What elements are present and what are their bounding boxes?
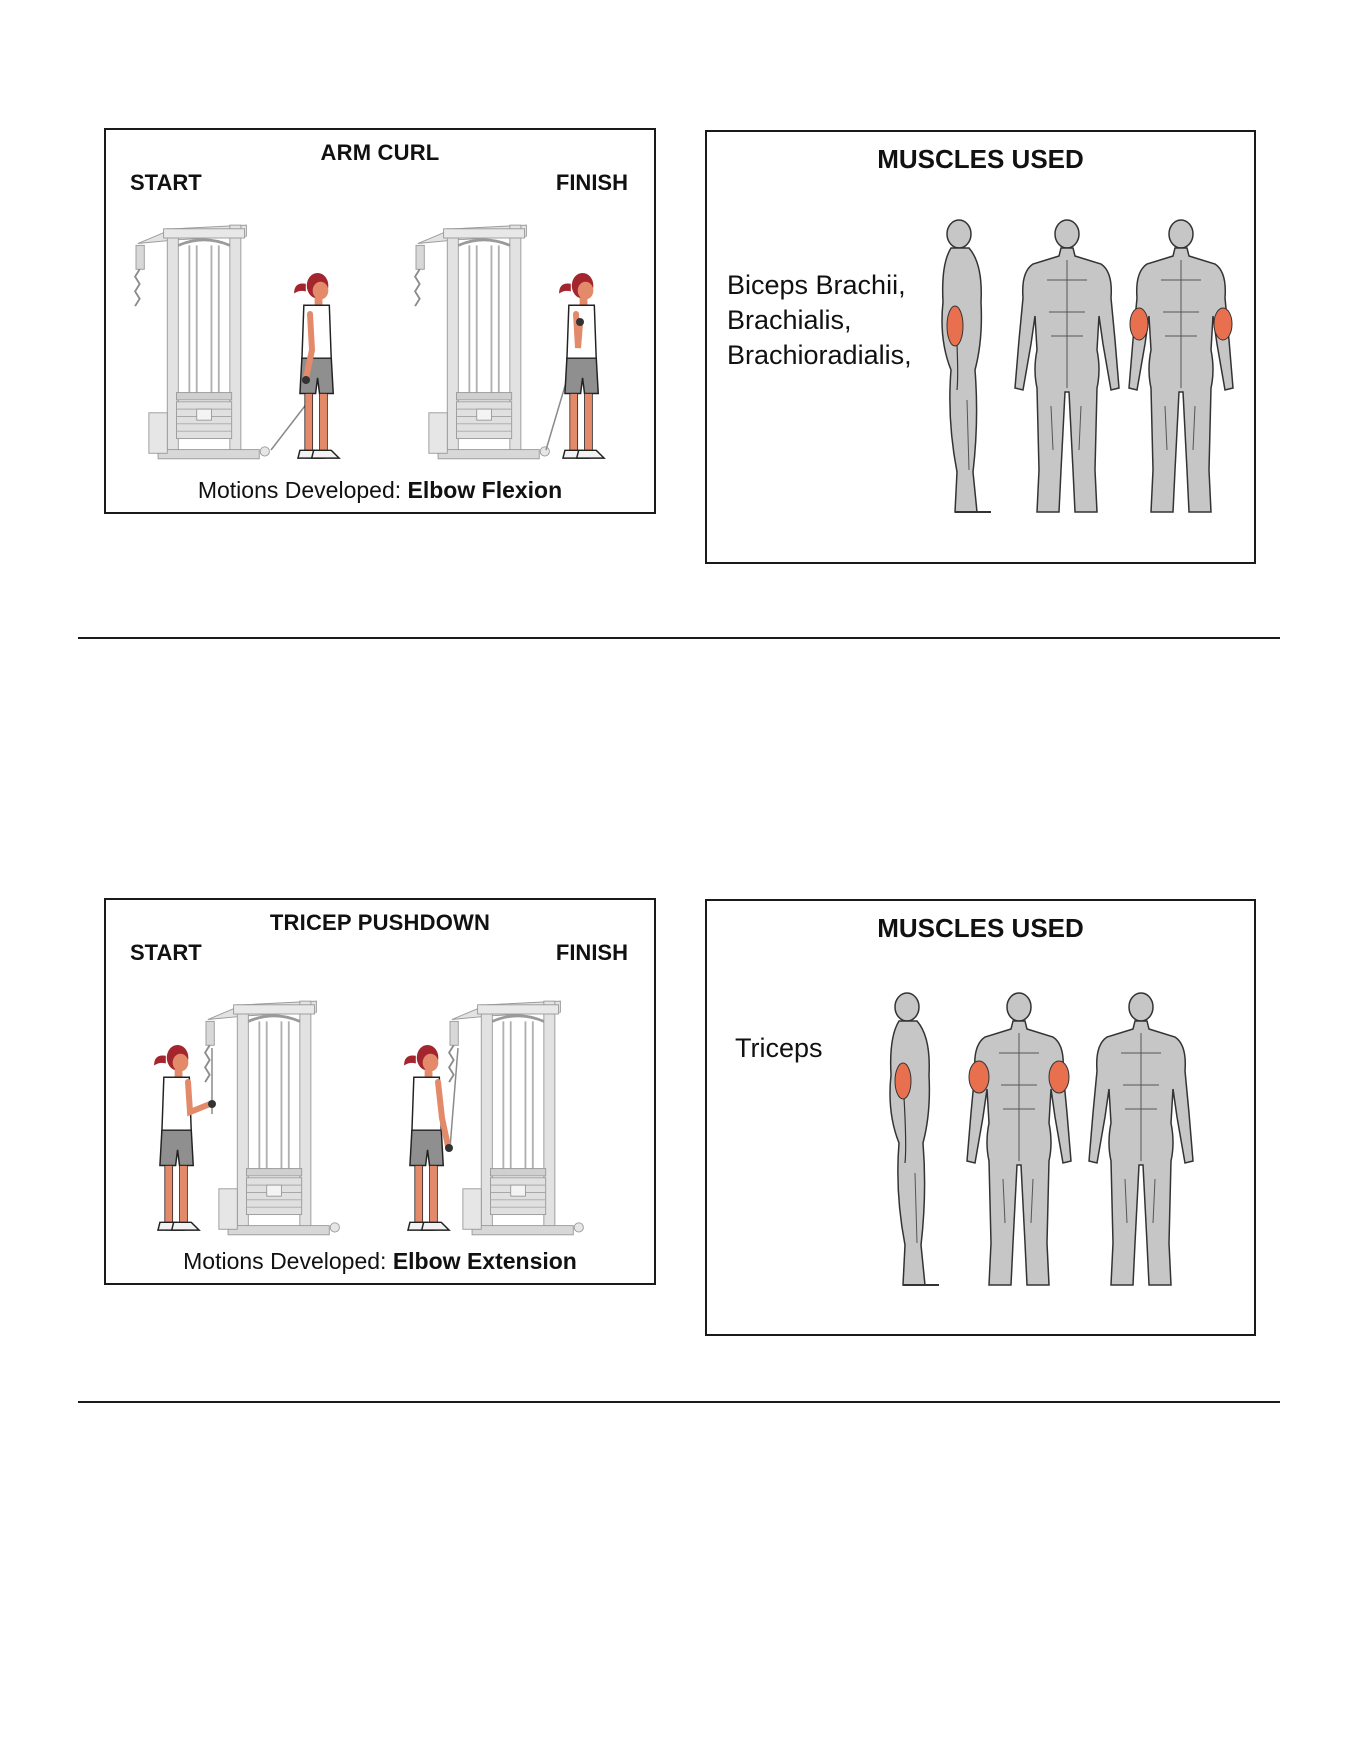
muscle-diagram [707,901,1254,1335]
highlight-biceps-side [947,306,963,346]
motions-prefix: Motions Developed: [183,1248,387,1274]
highlight-triceps-right [1049,1061,1069,1093]
muscles-panel-tricep-pushdown [705,899,1256,1336]
cable-machine-start [135,225,269,459]
woman-finish-pose [559,273,604,458]
finish-label: FINISH [555,170,628,195]
highlight-biceps-right [1214,308,1232,340]
motions-developed [106,1248,654,1275]
exercise-title: TRICEP PUSHDOWN [269,910,491,935]
body-front-view [1129,220,1233,512]
body-back-view [967,993,1071,1285]
highlight-triceps-side [895,1063,911,1099]
muscles-title: MUSCLES USED [877,144,1084,174]
section-divider [78,1401,1280,1403]
muscle-item: Brachioradialis, [727,340,912,370]
body-side-view [942,220,991,512]
start-label: START [130,170,202,195]
muscles-panel-arm-curl [705,130,1256,564]
motion-name: Elbow Flexion [407,477,563,503]
muscle-item: Triceps [735,1033,823,1063]
exercise-title: ARM CURL [320,140,440,165]
motions-prefix: Motions Developed: [197,477,402,503]
body-front-view [1089,993,1193,1285]
woman-start-pose [294,273,339,458]
woman-start-pose [154,1045,199,1230]
body-back-view [1015,220,1119,512]
highlight-biceps-left [1130,308,1148,340]
muscles-title: MUSCLES USED [877,913,1084,943]
cable-machine-start [205,1001,339,1235]
muscle-item: Brachialis, [727,305,852,335]
highlight-triceps-left [969,1061,989,1093]
arm-curl-illustration [106,202,654,472]
start-label: START [130,940,202,965]
cable-machine-finish [449,1001,583,1235]
muscle-diagram [707,132,1254,562]
body-side-view [890,993,939,1285]
motion-name: Elbow Extension [392,1248,577,1274]
section-divider [78,637,1280,639]
motions-developed [106,477,654,504]
muscle-item: Biceps Brachii, [727,270,906,300]
exercise-panel-tricep-pushdown [104,898,656,1285]
exercise-panel-arm-curl [104,128,656,514]
woman-finish-pose [404,1045,449,1230]
tricep-pushdown-illustration [106,972,654,1242]
cable-machine-finish [415,225,549,459]
finish-label: FINISH [555,940,628,965]
